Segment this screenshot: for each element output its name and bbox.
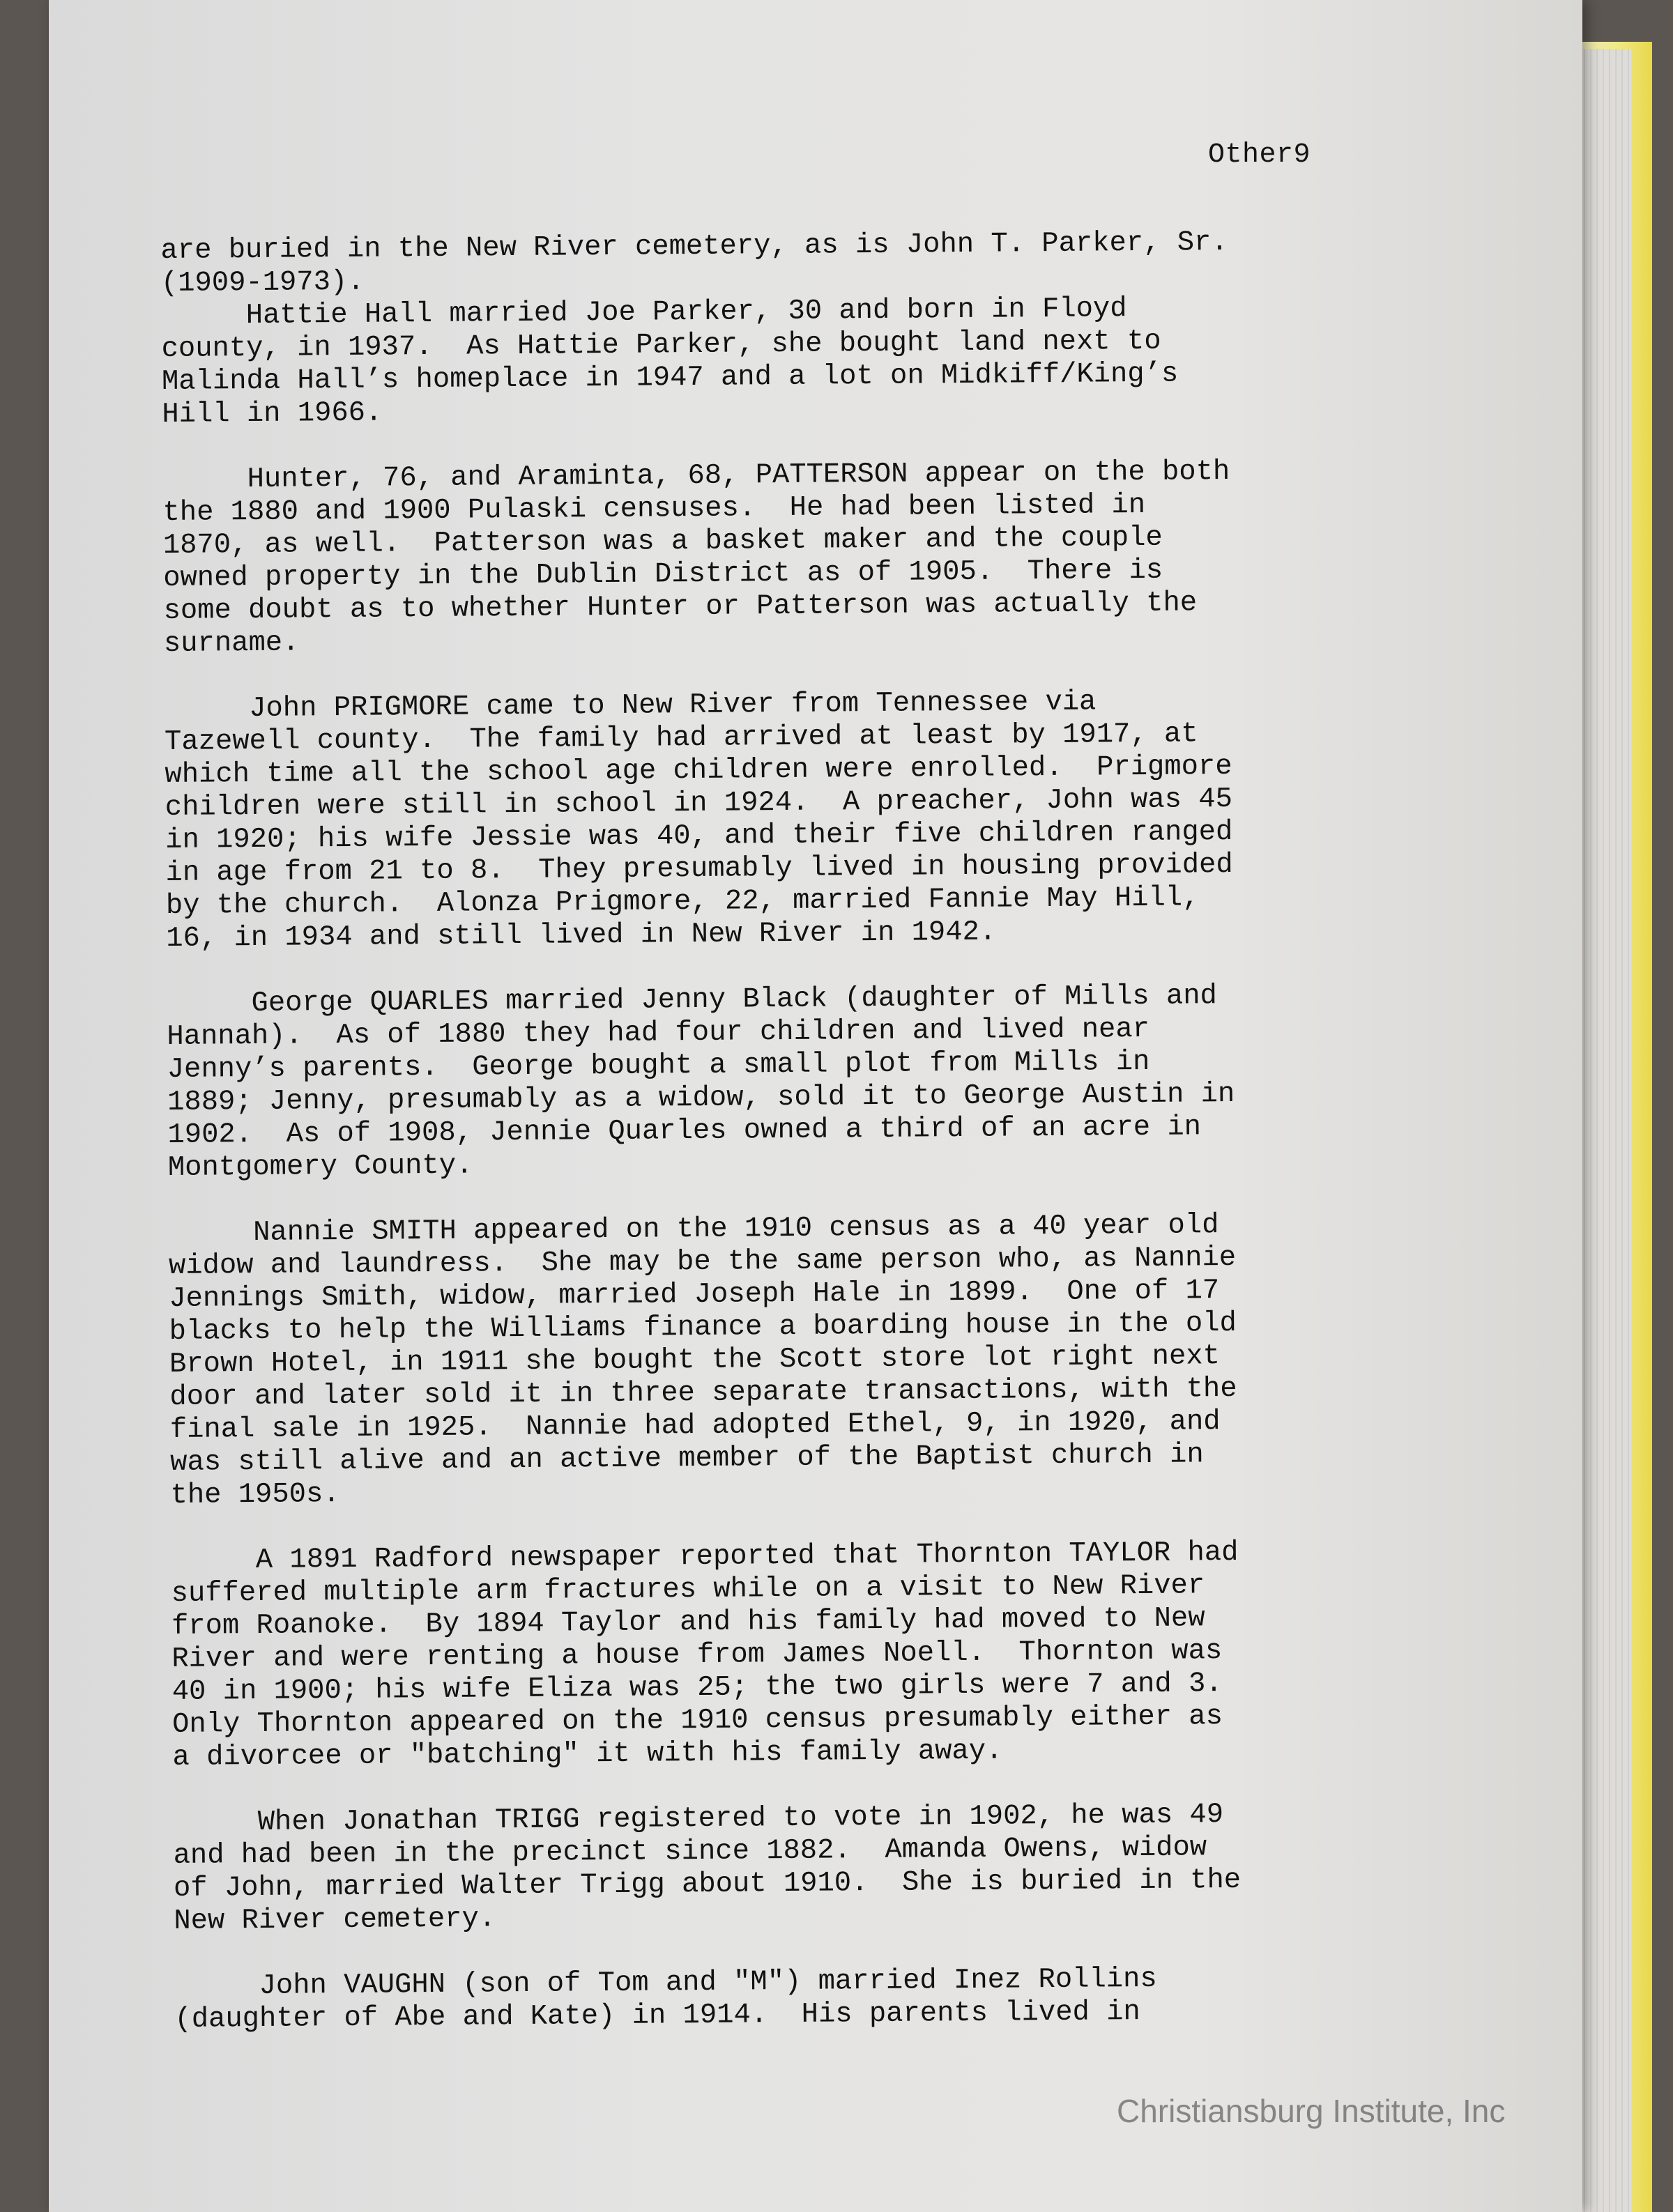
text-line: A 1891 Radford newspaper reported that Thornton TAYLOR had [171, 1536, 1239, 1577]
text-line: Nannie SMITH appeared on the 1910 census as a 40 year old [168, 1209, 1219, 1250]
text-line: Hannah). As of 1880 they had four children and lived near [167, 1013, 1150, 1053]
text-line: children were still in school in 1924. A preacher, John was 45 [165, 783, 1233, 824]
text-line: from Roanoke. By 1894 Taylor and his family had moved to New [171, 1602, 1205, 1643]
paragraph-vaughn [174, 1960, 1499, 2036]
text-line: blacks to help the Williams finance a boarding house in the old [169, 1307, 1237, 1348]
text-line: which time all the school age children were enrolled. Prigmore [165, 750, 1232, 791]
document-page [49, 0, 1582, 2212]
text-line: by the church. Alonza Prigmore, 22, married Fannie May Hill, [165, 882, 1200, 922]
text-line: Jenny’s parents. George bought a small plot from Mills in [167, 1045, 1150, 1086]
paragraph-smith [168, 1207, 1495, 1512]
text-line: a divorcee or "batching" it with his family away. [172, 1735, 1003, 1774]
text-line: Malinda Hall’s homeplace in 1947 and a lot on Midkiff/King’s [161, 358, 1179, 398]
text-line: owned property in the Dublin District as of 1905. There is [163, 554, 1163, 594]
watermark-text: Christiansburg Institute, Inc [1117, 2093, 1506, 2129]
text-line: the 1880 and 1900 Pulaski censuses. He had been listed in [162, 489, 1146, 529]
paragraph-patterson [162, 454, 1488, 661]
page-number: Other9 [1207, 139, 1311, 171]
document-body [160, 192, 1499, 2036]
text-line: (1909-1973). [160, 266, 365, 300]
text-line: in age from 21 to 8. They presumably lived in housing provided [165, 848, 1233, 889]
text-line: Brown Hotel, in 1911 she bought the Scott store lot right next [169, 1340, 1221, 1381]
text-line: John PRIGMORE came to New River from Tennessee via [164, 686, 1097, 725]
paragraph-quarles [167, 978, 1492, 1185]
text-line: county, in 1937. As Hattie Parker, she bought land next to [161, 325, 1161, 365]
text-line: Tazewell county. The family had arrived at least by 1917, at [164, 718, 1198, 758]
text-line: Montgomery County. [167, 1149, 473, 1184]
text-line: 1870, as well. Patterson was a basket maker and the couple [162, 521, 1163, 562]
text-line: the 1950s. [170, 1478, 340, 1512]
text-line: 1889; Jenny, presumably as a widow, sold it to George Austin in [167, 1077, 1235, 1119]
text-line: and had been in the precinct since 1882. Amanda Owens, widow [173, 1831, 1207, 1872]
paragraph-prigmore [165, 683, 1491, 955]
paragraph-taylor [171, 1535, 1497, 1774]
paragraph-trigg [173, 1797, 1498, 1938]
text-line: 40 in 1900; his wife Eliza was 25; the two girls were 7 and 3. [171, 1668, 1223, 1708]
text-line: 1902. As of 1908, Jennie Quarles owned a third of an acre in [167, 1111, 1202, 1151]
text-line: surname. [163, 627, 300, 660]
text-line: George QUARLES married Jenny Black (daughter of Mills and [166, 980, 1218, 1020]
text-line: 16, in 1934 and still lived in New River in 1942. [166, 916, 997, 955]
text-line: some doubt as to whether Hunter or Patterson was actually the [163, 587, 1198, 627]
text-line: Hunter, 76, and Araminta, 68, PATTERSON appear on the both [162, 455, 1230, 496]
text-line: Jennings Smith, widow, married Joseph Hale in 1899. One of 17 [169, 1275, 1220, 1315]
text-line: in 1920; his wife Jessie was 40, and their five children ranged [165, 815, 1233, 857]
text-line: was still alive and an active member of the Baptist church in [170, 1438, 1204, 1479]
text-line: River and were renting a house from James Noell. Thornton was [171, 1635, 1223, 1675]
text-line: Hill in 1966. [162, 397, 383, 431]
text-line: widow and laundress. She may be the same person who, as Nannie [168, 1241, 1237, 1282]
text-line: door and later sold it in three separate transactions, with the [169, 1372, 1237, 1413]
text-line: Hattie Hall married Joe Parker, 30 and born in Floyd [161, 293, 1127, 332]
text-line: New River cemetery. [174, 1903, 496, 1937]
paragraph-parker [160, 192, 1487, 431]
text-line: When Jonathan TRIGG registered to vote in 1902, he was 49 [173, 1799, 1224, 1839]
text-line: final sale in 1925. Nannie had adopted Ethel, 9, in 1920, and [169, 1406, 1221, 1446]
text-line: Only Thornton appeared on the 1910 census presumably either as [171, 1700, 1223, 1741]
text-line: John VAUGHN (son of Tom and "M") married Inez Rollins [174, 1963, 1157, 2003]
text-line: of John, married Walter Trigg about 1910. She is buried in the [173, 1864, 1242, 1905]
text-line: suffered multiple arm fractures while on a visit to New River [171, 1569, 1205, 1610]
text-line: are buried in the New River cemetery, as is John T. Parker, Sr. [160, 226, 1228, 267]
text-line: (daughter of Abe and Kate) in 1914. His parents lived in [174, 1996, 1140, 2036]
